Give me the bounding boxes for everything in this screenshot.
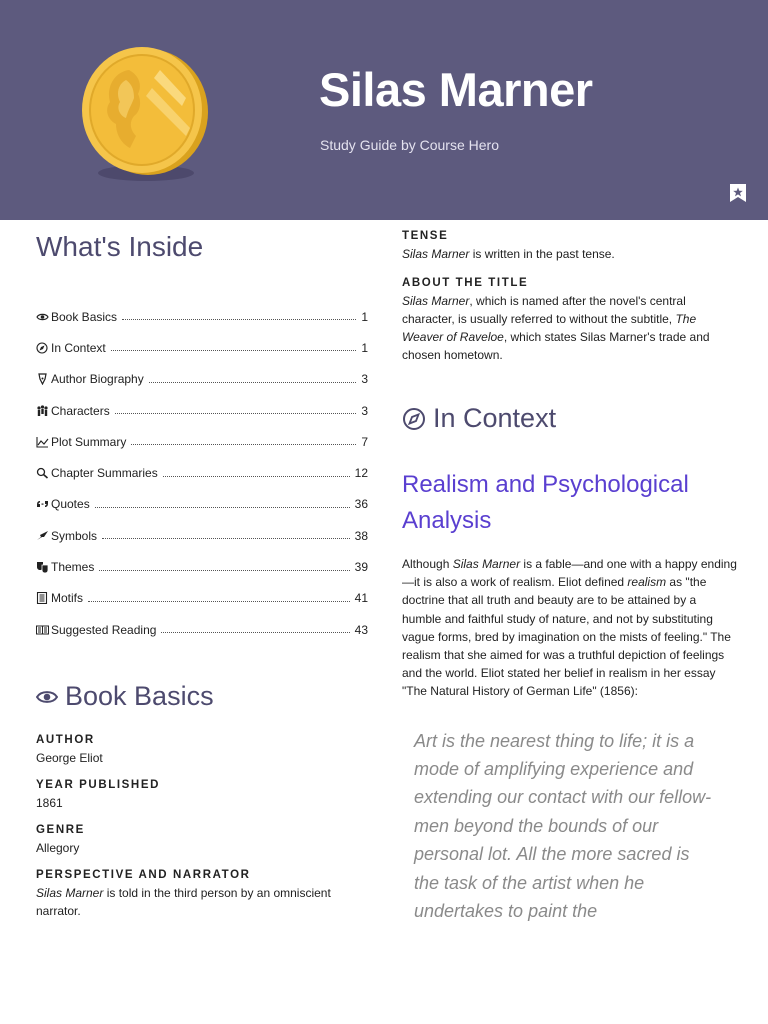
toc-item-characters[interactable] [36, 395, 368, 426]
toc-page-number: 1 [361, 340, 368, 355]
genre-value: Allegory [36, 841, 80, 856]
toc-leader-dots [111, 350, 357, 351]
about-title-text-end: , which states Silas Marner's trade and chosen hometown. [402, 330, 710, 362]
toc-leader-dots [88, 601, 350, 602]
tense-label: TENSE [402, 230, 449, 242]
toc-item-quotes[interactable] [36, 489, 368, 520]
toc-label: Book Basics [51, 309, 118, 324]
in-context-heading [402, 403, 738, 434]
line-chart-icon [36, 436, 49, 448]
table-of-contents [36, 301, 368, 645]
toc-leader-dots [131, 444, 356, 445]
year-published-value: 1861 [36, 796, 63, 811]
eye-icon [36, 311, 49, 323]
toc-item-author-biography[interactable] [36, 364, 368, 395]
magnifier-icon [36, 467, 49, 479]
quote-icon [36, 498, 49, 510]
toc-leader-dots [115, 413, 357, 414]
tense-text: is written in the past tense. [469, 247, 615, 261]
book-basics-fields [36, 734, 368, 920]
toc-page-number: 3 [361, 372, 368, 387]
toc-item-suggested-reading[interactable] [36, 614, 368, 645]
people-icon [36, 405, 49, 417]
toc-leader-dots [102, 538, 350, 539]
header-banner [0, 0, 768, 220]
genre-field [36, 824, 368, 857]
book-title-italic: Silas Marner [36, 886, 104, 901]
perspective-field [36, 869, 368, 920]
toc-item-book-basics[interactable] [36, 301, 368, 332]
bookmark-star-icon[interactable] [728, 183, 748, 203]
tense-field [402, 230, 738, 263]
eye-icon [36, 689, 58, 705]
year-published-field [36, 779, 368, 812]
toc-label: Suggested Reading [51, 622, 157, 637]
realism-subheading: Realism and Psychological Analysis [402, 471, 689, 534]
book-basics-heading-text: Book Basics [65, 681, 214, 712]
book-title-italic: Silas Marner [402, 294, 470, 308]
about-title-field [402, 277, 738, 364]
left-column [36, 220, 368, 932]
toc-leader-dots [163, 476, 350, 477]
document-subtitle: Study Guide by Course Hero [320, 137, 499, 153]
in-context-heading-text: In Context [433, 403, 557, 433]
toc-page-number: 12 [354, 466, 368, 481]
toc-item-in-context[interactable] [36, 332, 368, 363]
toc-page-number: 7 [361, 434, 368, 449]
toc-item-chapter-summaries[interactable] [36, 457, 368, 488]
toc-leader-dots [122, 319, 356, 320]
toc-item-plot-summary[interactable] [36, 426, 368, 457]
toc-item-symbols[interactable] [36, 520, 368, 551]
toc-page-number: 38 [354, 528, 368, 543]
masks-icon [36, 561, 49, 573]
toc-page-number: 41 [354, 591, 368, 606]
document-title: Silas Marner [319, 63, 593, 116]
book-title-italic: Silas Marner [402, 247, 470, 261]
document-icon [36, 592, 49, 604]
toc-page-number: 3 [361, 403, 368, 418]
author-label: AUTHOR [36, 734, 95, 747]
about-title-text: , which is named after the novel's central character, is usually referred to without the subtitle, [402, 294, 686, 326]
realism-paragraph [402, 555, 738, 701]
right-column [402, 220, 738, 925]
year-published-label: YEAR PUBLISHED [36, 779, 160, 792]
toc-label: Chapter Summaries [51, 466, 158, 481]
toc-heading: What's Inside [36, 231, 204, 262]
paragraph-text: is a fable—and one with a happy ending—it is also a work of realism. Eliot defined [402, 557, 737, 590]
compass-icon [36, 342, 49, 354]
about-title-value [402, 292, 738, 364]
book-basics-heading [36, 681, 368, 712]
gold-coin-logo [74, 40, 214, 185]
tense-value [402, 245, 738, 263]
toc-leader-dots [161, 632, 349, 633]
toc-page-number: 39 [354, 560, 368, 575]
compass-icon [402, 407, 426, 431]
perspective-text: is told in the third person by an omniscient narrator. [36, 886, 331, 919]
perspective-value [36, 884, 368, 920]
toc-page-number: 36 [354, 497, 368, 512]
toc-item-themes[interactable] [36, 551, 368, 582]
books-icon [36, 624, 49, 636]
toc-label: Quotes [51, 497, 90, 512]
realism-term-italic: realism [627, 575, 667, 590]
bird-icon [36, 530, 49, 542]
paragraph-text: Although [402, 557, 453, 571]
toc-label: Plot Summary [51, 434, 127, 449]
paragraph-text: as "the doctrine that all truth and beauty are to be attained by a humble and faithful study of nature, and not by substituting vague forms, bred by imagination on the mists of feeling." The realism that she aimed for was a truthful depiction of feelings and the world. Eliot stated her belief in realism in her essay "The Natural History of German Life" (1856): [402, 575, 731, 699]
perspective-label: PERSPECTIVE AND NARRATOR [36, 869, 251, 882]
author-field [36, 734, 368, 767]
toc-label: Author Biography [51, 372, 144, 387]
genre-label: GENRE [36, 824, 85, 837]
toc-page-number: 1 [361, 309, 368, 324]
toc-label: Motifs [51, 591, 84, 606]
toc-label: In Context [51, 340, 106, 355]
toc-leader-dots [99, 570, 349, 571]
pen-nib-icon [36, 373, 49, 385]
toc-page-number: 43 [354, 622, 368, 637]
subtitle-italic: The Weaver of Raveloe [402, 312, 697, 344]
author-value: George Eliot [36, 751, 103, 766]
about-title-label: ABOUT THE TITLE [402, 277, 529, 289]
book-title-italic: Silas Marner [452, 557, 521, 571]
toc-label: Symbols [51, 528, 98, 543]
toc-leader-dots [149, 382, 357, 383]
toc-label: Characters [51, 403, 110, 418]
toc-leader-dots [95, 507, 350, 508]
toc-label: Themes [51, 560, 95, 575]
toc-item-motifs[interactable] [36, 583, 368, 614]
block-quote: Art is the nearest thing to life; it is a mode of amplifying experience and extending our contact with our fellow-men beyond the bounds of our personal lot. All the more sacred is the task of the artist when he undertakes to paint the [414, 730, 712, 922]
